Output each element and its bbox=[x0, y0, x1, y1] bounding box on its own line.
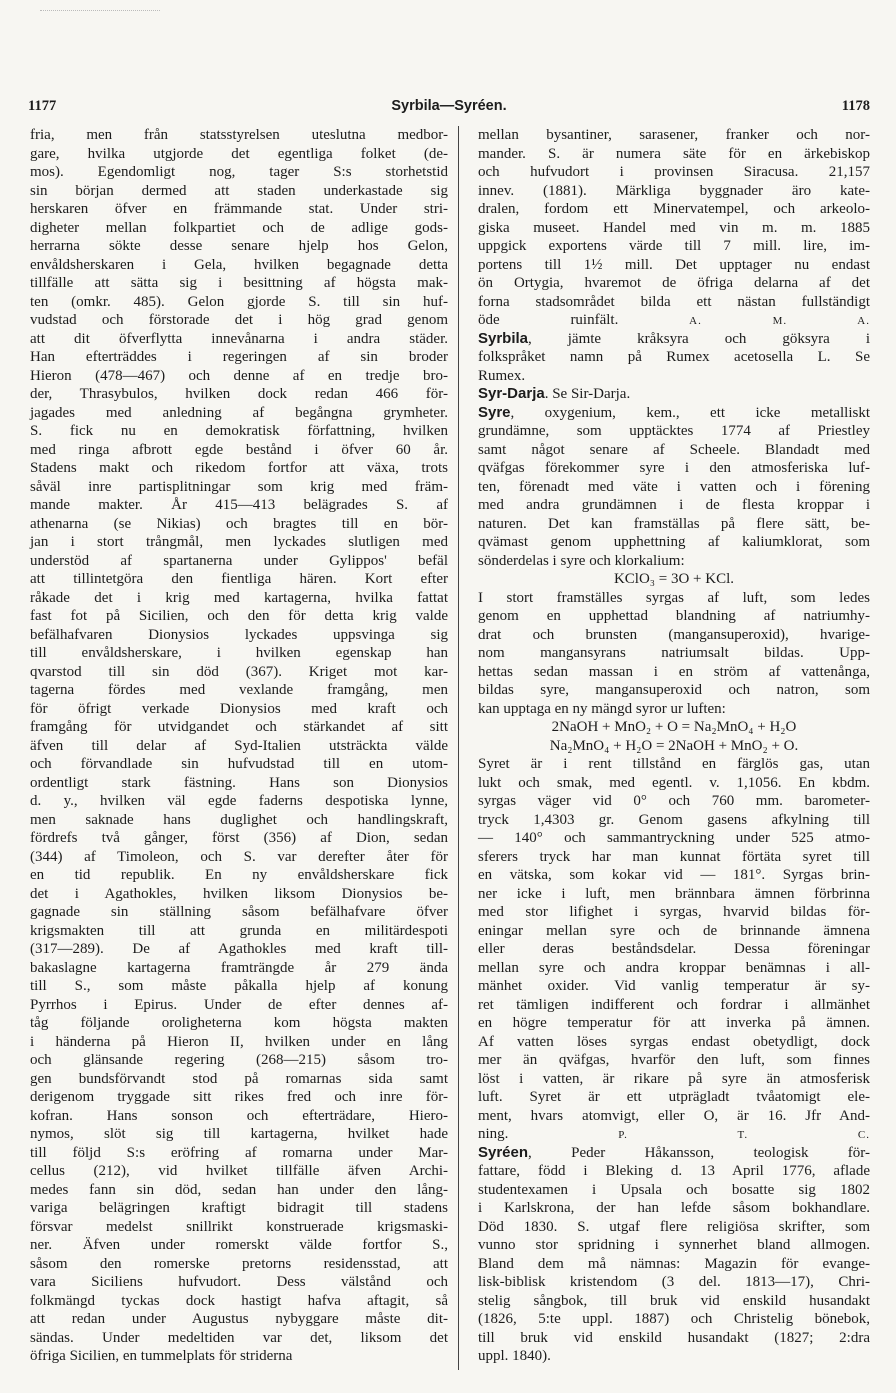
text-line: qväfgas förekommer syre i den atmosferiska luf- bbox=[478, 460, 870, 476]
text-line: d. y., hvilken väl egde faderns despotiska lynne, bbox=[30, 793, 448, 809]
text-line: Syret är i rent tillstånd en färglös gas, utan bbox=[478, 756, 870, 772]
text-line: (1826, 5:te uppl. 1887) och Christelig bönebok, bbox=[478, 1311, 870, 1327]
text-line: Syréen, Peder Håkansson, teologisk för- bbox=[478, 1143, 870, 1161]
text-line: Af vatten löses syrgas endast obetydligt, dock bbox=[478, 1033, 870, 1050]
text-line: lukt och smak, med egentl. v. 1,1056. En kbdm. bbox=[478, 774, 870, 791]
text-line: sin början dermed att staden underkastade sig bbox=[30, 182, 448, 199]
text-line: ten (omkr. 485). Gelon gjorde S. till sin huf- bbox=[30, 293, 448, 310]
text-line: — 140° och sammantryckning under 525 atmo- bbox=[478, 830, 870, 846]
text-line: genom en upphettad blandning af natriumhy- bbox=[478, 608, 870, 624]
text-line: Na₂MnO₄ + H₂O = 2NaOH + MnO₂ + O. bbox=[549, 737, 799, 754]
text-line: mänhet oxider. Vid vanlig temperatur är sy- bbox=[478, 978, 870, 994]
text-line: folkmängd tyckas dock hastigt hafva aftagit, så bbox=[30, 1292, 448, 1309]
text-line: der, Thrasybulos, hvilken dock redan 466 för- bbox=[30, 386, 448, 402]
text-line: i Karlskrona, der han lefde såsom bokhandlare. bbox=[478, 1200, 870, 1216]
text-line: medes fann sin död, sedan han under den lång- bbox=[30, 1181, 448, 1198]
text-line: öfriga Sicilien, en tummelplats för striderna bbox=[30, 1348, 293, 1364]
text-line: Syre, oxygenium, kem., ett icke metalliskt bbox=[478, 403, 870, 421]
headword: Syrbila bbox=[478, 329, 529, 347]
text-line: gen bundsförvandt stod på romarnas sida samt bbox=[30, 1070, 448, 1087]
text-line: stelig sångbok, till bruk vid enskild husandakt bbox=[478, 1292, 870, 1309]
text-line: tillfälle att sätta sig i besittning af högsta mak- bbox=[30, 275, 448, 291]
text-line: äfven till delar af Syd-Italien utsträckta välde bbox=[30, 737, 448, 754]
text-line: såsom den romerske pretorns residensstad, att bbox=[30, 1255, 448, 1272]
text-line: dralen, fordom ett Minervatempel, och arkeolo- bbox=[478, 201, 870, 217]
scan-artifact bbox=[40, 10, 160, 12]
text-line: gare, hvilka utgjorde det egentliga folket (de- bbox=[30, 145, 448, 162]
text-line: S. fick nu en demokratisk författning, hvilken bbox=[30, 423, 448, 439]
text-line: ret tämligen indifferent och fordrar i allmänhet bbox=[478, 996, 870, 1013]
headword: Syre bbox=[478, 403, 511, 421]
text-line: att tillintetgöra den fientliga hären. Kort efter bbox=[30, 571, 448, 587]
text-line: herrarna sökte desse senare hjelp hos Gelon, bbox=[30, 238, 448, 254]
text-line: ön Ortygia, hvaremot de öfriga delarna af det bbox=[478, 275, 870, 291]
text-line: derigenom tryggade sitt rikes fred och inre för- bbox=[30, 1089, 448, 1105]
text-line: kofran. Hans sonson och efterträdare, Hiero- bbox=[30, 1107, 448, 1124]
text-line: sönderdelas i syre och klorkalium: bbox=[478, 552, 685, 569]
text-line: med ringa afbrott egde bestånd i öfver 60 år. bbox=[30, 441, 448, 458]
author-signature: P. T. C. bbox=[618, 1129, 870, 1141]
text-line: fattare, född i Bleking d. 13 April 1776, aflade bbox=[478, 1163, 870, 1179]
text-line: I stort framställes syrgas af luft, som ledes bbox=[478, 589, 870, 606]
text-line: vara Siciliens hufvudort. Dess välstånd och bbox=[30, 1274, 448, 1290]
page-number-right: 1178 bbox=[841, 98, 870, 114]
text-line: portens till 1½ mill. Det upptager nu endast bbox=[478, 256, 870, 273]
text-line: variga belägringen kraftigt bidragit till stadens bbox=[30, 1200, 448, 1216]
text-line: till bruk vid enskild husandakt (1827; 2:dra bbox=[478, 1329, 870, 1346]
text-line: cellus (212), vid hvilket tillfälle äfven Archi- bbox=[30, 1163, 448, 1179]
right-column bbox=[478, 126, 870, 1366]
text-line: Stadens makt och rikedom fortfor att växa, trots bbox=[30, 460, 448, 476]
text-line: mande makter. År 415—413 belägrades S. af bbox=[30, 497, 448, 513]
text-line: ordentligt stark fästning. Hans son Dionysios bbox=[30, 774, 448, 791]
text-line: uppl. 1840). bbox=[478, 1348, 551, 1364]
text-line: mos). Egendomligt nog, tager S:s storhetstid bbox=[30, 164, 448, 180]
text-line: såväl inre partisplitningar som krig med främ- bbox=[30, 478, 448, 495]
text-line: uppgick exportens värde till 7 mill. lire, im- bbox=[478, 238, 870, 254]
text-line: en tid republik. En ny envåldsherskare fick bbox=[30, 867, 448, 883]
text-line: att dit öfverflytta innevånarna i andra städer. bbox=[30, 330, 448, 347]
text-line: men saknade hans duglighet och handlingskraft, bbox=[30, 811, 448, 828]
text-line: löst i vatten, är rikare på syre än atmosferisk bbox=[478, 1070, 870, 1087]
left-column bbox=[30, 126, 448, 1366]
text-line: vudstad och förstorade det i hög grad genom bbox=[30, 312, 448, 328]
text-line: till följd S:s eröfring af romarna under Mar- bbox=[30, 1144, 448, 1161]
text-line: athenarna (se Nikias) och bragtes till en bör- bbox=[30, 515, 448, 532]
text-line: råkade det i krig med kartagerna, hvilka fattat bbox=[30, 589, 448, 606]
text-line: jagades med anledning af begångna grymheter. bbox=[30, 404, 448, 421]
text-line: ning. P. T. C. bbox=[478, 1126, 870, 1142]
text-line: mer än qväfgas, hvarför den luft, som finnes bbox=[478, 1052, 870, 1068]
text-line: eningar mellan syre och de brinnande ämnena bbox=[478, 922, 870, 939]
text-line: envåldsherskaren i Gela, hvilken begagnade detta bbox=[30, 256, 448, 273]
text-line: giska museet. Handel med vin m. m. 1885 bbox=[478, 219, 870, 236]
text-line: hettas sedan massan i en ström af vattenånga, bbox=[478, 663, 870, 680]
text-line: digheter mellan folkpartiet och de adlige gods- bbox=[30, 219, 448, 236]
text-line: fria, men från statsstyrelsen uteslutna medbor- bbox=[30, 127, 448, 143]
page-number-left: 1177 bbox=[28, 98, 57, 114]
text-line: (317—289). De af Agathokles med kraft till- bbox=[30, 941, 448, 957]
text-line: folkspråket namn på Rumex acetosella L. Se bbox=[478, 349, 870, 365]
text-line: öde ruinfält. A. M. A. bbox=[478, 312, 870, 328]
text-line: nymos, slöt sig till kartagerna, hvilket hade bbox=[30, 1126, 448, 1142]
text-line: Han efterträddes i regeringen af sin broder bbox=[30, 349, 448, 365]
text-line: det i Agathokles, hvilken liksom Dionysios be- bbox=[30, 885, 448, 902]
text-line: nom mangansyrans natriumsalt bildas. Upp- bbox=[478, 645, 870, 661]
text-line: vunno stor spridning i synnerhet bland allmogen. bbox=[478, 1237, 870, 1253]
text-line: studentexamen i Upsala och bosatte sig 1802 bbox=[478, 1181, 870, 1198]
text-line: qvarstod till sin död (367). Kriget mot kar- bbox=[30, 663, 448, 680]
text-line: grundämne, som upptäcktes 1774 af Priestley bbox=[478, 423, 870, 439]
text-line: tagerna fördes med vexlande framgång, men bbox=[30, 682, 448, 698]
text-line: understöd af spartanerna under Gylippos' befäl bbox=[30, 552, 448, 569]
column-divider bbox=[458, 126, 459, 1370]
text-line: (344) af Timoleon, och S. var derefter åter för bbox=[30, 848, 448, 865]
text-line: bildas syre, mangansuperoxid och natron, som bbox=[478, 682, 870, 698]
text-line: 2NaOH + MnO₂ + O = Na₂MnO₄ + H₂O bbox=[551, 719, 797, 735]
text-line: en vätska, som kokar vid — 181°. Syrgas brin- bbox=[478, 867, 870, 883]
text-line: innev. (1881). Märkliga byggnader äro kate- bbox=[478, 182, 870, 199]
text-line: en högre temperatur för att inverka på ämnen. bbox=[478, 1015, 870, 1031]
author-signature: A. M. A. bbox=[689, 315, 870, 327]
text-line: Syrbila, jämte kråksyra och göksyra i bbox=[478, 329, 870, 347]
text-line: Pyrrhos i Epirus. Under de efter dennes af- bbox=[30, 996, 448, 1013]
text-line: eller deras beståndsdelar. Dessa föreningar bbox=[478, 941, 870, 957]
text-line: ment, hvars atomvigt, eller O, är 16. Jfr And- bbox=[478, 1107, 870, 1124]
text-line: sändas. Under medeltiden var det, liksom det bbox=[30, 1329, 448, 1346]
text-line: mellan syre och andra kroppar benämnas i all- bbox=[478, 959, 870, 976]
text-line: forna stadsområdet bilda ett nästan fullständigt bbox=[478, 293, 870, 310]
text-line: ner. Äfven under romerskt välde fortfor S., bbox=[30, 1237, 448, 1253]
text-line: Bland dem må nämnas: Magazin för evange- bbox=[478, 1255, 870, 1272]
text-line: ner icke i luft, men brännbara ämnen förbrinna bbox=[478, 885, 870, 902]
text-line: drat och brunsten (mangansuperoxid), hvarige- bbox=[478, 626, 870, 643]
text-line: Syr-Darja. Se Sir-Darja. bbox=[478, 385, 631, 402]
text-line: att redan under Augustus nybyggare måste dit- bbox=[30, 1311, 448, 1327]
text-line: gagnade sin ställning såsom befälhafvare öfver bbox=[30, 904, 448, 920]
text-line: mander. S. är numera säte för en ärkebiskop bbox=[478, 145, 870, 162]
text-line: för öfrigt verkade Dionysios med kraft och bbox=[30, 700, 448, 717]
text-line: och hufvudort i provinsen Siracusa. 21,157 bbox=[478, 164, 870, 180]
text-line: framgång för utvidgandet och stärkandet af sitt bbox=[30, 719, 448, 735]
text-line: jan i stort trångmål, men lyckades slutligen med bbox=[30, 534, 448, 550]
text-line: och glänsande regering (268—215) såsom tro- bbox=[30, 1052, 448, 1068]
text-line: qvämast genom upphettning af kaliumklorat, som bbox=[478, 534, 870, 550]
text-line: herskaren öfver en främmande stat. Under stri- bbox=[30, 201, 448, 217]
text-line: till envåldsherskare, i hvilken egenskap han bbox=[30, 645, 448, 661]
text-line: tryck 1,4303 gr. Genom gasens afkylning till bbox=[478, 811, 870, 828]
text-line: sferers tryck har man kunnat förtäta syret till bbox=[478, 848, 870, 865]
text-line: krigsmakten till att grunda en militärdespoti bbox=[30, 922, 448, 939]
page-header bbox=[28, 98, 870, 120]
text-line: försvar medelst snillrikt konstruerade krigsmaski- bbox=[30, 1218, 448, 1235]
text-line: Rumex. bbox=[478, 367, 526, 384]
running-title: Syrbila—Syréen. bbox=[391, 98, 507, 114]
text-line: kan upptaga en ny mängd syror ur luften: bbox=[478, 700, 726, 717]
text-line: syrgas väger vid 0° och 760 mm. barometer- bbox=[478, 793, 870, 809]
text-line: till S., som måste påkalla hjelp af konung bbox=[30, 978, 448, 994]
headword: Syr-Darja bbox=[478, 385, 545, 402]
text-line: befälhafvaren Dionysios lyckades uppsvinga sig bbox=[30, 626, 448, 643]
text-line: mellan bysantiner, sarasener, franker och nor- bbox=[478, 127, 870, 143]
text-line: naturen. Det kan framställas på flere sätt, be- bbox=[478, 515, 870, 532]
text-line: fast fot på Sicilien, och den för detta krig valde bbox=[30, 608, 448, 624]
text-line: samt något senare af Scheele. Blandadt med bbox=[478, 441, 870, 458]
text-line: luft. Syret är ett utprägladt tvåatomigt ele- bbox=[478, 1089, 870, 1105]
text-line: Hieron (478—467) och denne af en tredje bro- bbox=[30, 367, 448, 384]
text-line: lisk-biblisk kristendom (3 del. 1813—17), Chri- bbox=[478, 1274, 870, 1290]
text-line: ten, förenadt med väte i vatten och i förening bbox=[478, 478, 870, 495]
text-line: och förvandlade sin hufvudstad till en utom- bbox=[30, 756, 448, 772]
text-line: bakaslagne kartagerna framträngde år 279 ända bbox=[30, 959, 448, 976]
text-line: Död 1830. S. utgaf flere religiösa skrifter, som bbox=[478, 1218, 870, 1235]
headword: Syréen bbox=[478, 1143, 529, 1161]
text-line: med stor lifighet i syrgas, hvarvid bildas för- bbox=[478, 904, 870, 920]
text-line: fördrefs två gånger, först (356) af Dion, sedan bbox=[30, 830, 448, 846]
text-line: KClO₃ = 3O + KCl. bbox=[613, 571, 735, 587]
text-line: tåg följande oroligheterna kom högsta makten bbox=[30, 1015, 448, 1031]
text-line: med andra grundämnen i de flesta kroppar i bbox=[478, 497, 870, 513]
text-line: i händerna på Hieron II, hvilken under en lång bbox=[30, 1033, 448, 1050]
